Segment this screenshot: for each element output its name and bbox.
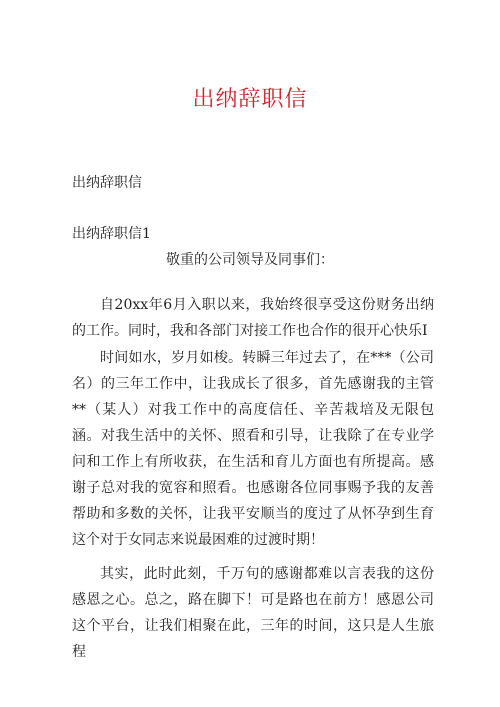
section-heading: 出纳辞职信 (72, 175, 142, 191)
letter-body-1 (72, 292, 434, 344)
paragraph-2: 时间如水，岁月如梭。转瞬三年过去了，在***（公司名）的三年工作中，让我成长了很多，首先感谢我的主管**（某人）对我工作中的高度信任、辛苦栽培及无限包涵。对我生活中的关怀、照看和引导，让我除了在专业学问和工作上有所收获，在生活和育儿方面也有所提高。感谢子总对我的宽容和照看。也感谢各位同事赐予我的友善帮助和多数的关怀，让我平安顺当的度过了从怀孕到生育这个对于女同志来说最困难的过渡时期！ (72, 350, 434, 548)
letter-heading: 出纳辞职信1 (72, 226, 151, 242)
letter-body-2 (72, 345, 434, 553)
paragraph-3: 其实，此时此刻，千万句的感谢都难以言表我的这份感恩之心。总之，路在脚下！可是路也在前方！感恩公司这个平台，让我们相聚在此，三年的时间，这只是人生旅程 (72, 566, 434, 660)
letter-body-3 (72, 561, 434, 665)
document-title: 出纳辞职信 (192, 87, 308, 112)
salutation: 敬重的公司领导及同事们： (166, 252, 334, 268)
paragraph-1: 自20xx年6月入职以来，我始终很享受这份财务出纳的工作。同时，我和各部门对接工作也合作的很开心快乐I (72, 297, 434, 339)
